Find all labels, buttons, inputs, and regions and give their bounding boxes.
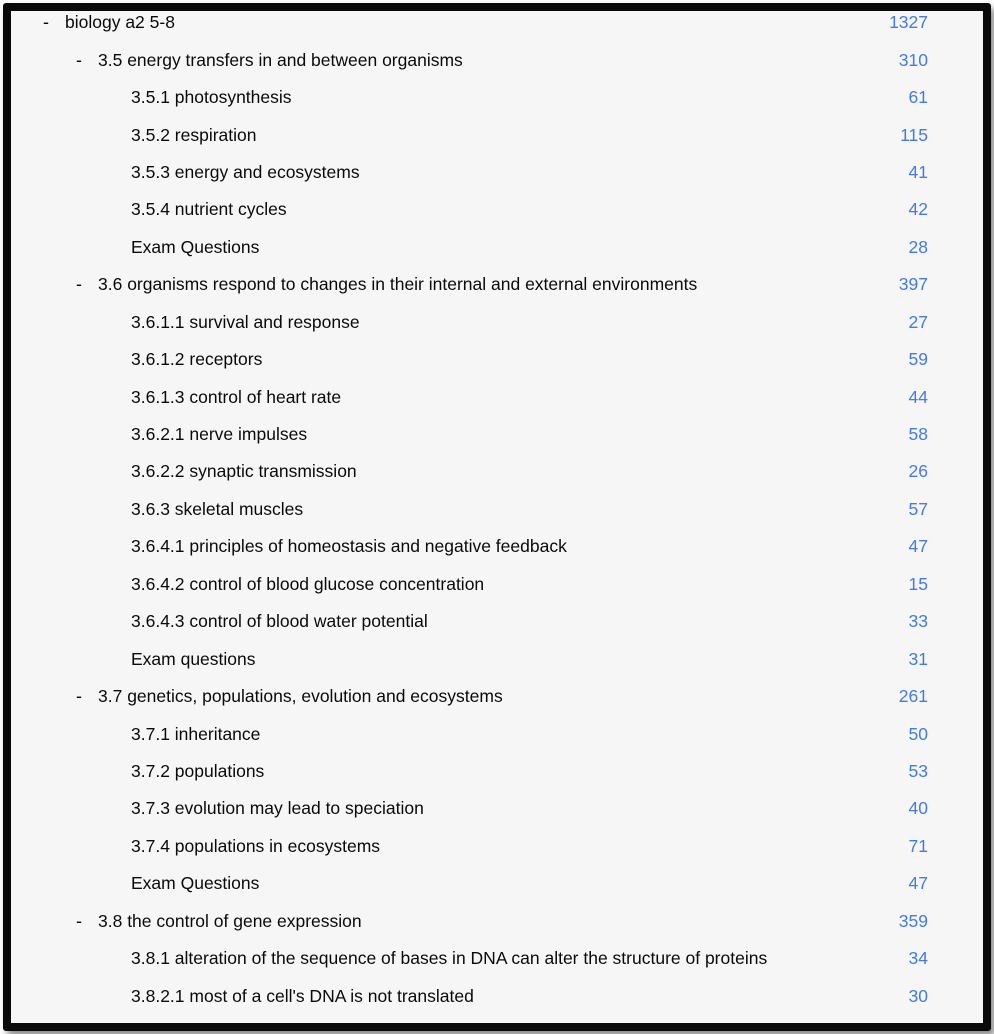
deck-list-window [3, 3, 991, 1031]
card-count-badge: 71 [908, 835, 928, 856]
collapse-toggle-icon[interactable]: - [76, 686, 82, 707]
card-count-badge: 310 [898, 49, 928, 70]
card-count-badge: 53 [908, 760, 928, 781]
deck-name: 3.7.1 inheritance [131, 723, 261, 744]
collapse-toggle-icon[interactable]: - [76, 910, 82, 931]
deck-row[interactable] [11, 491, 983, 528]
card-count-badge: 359 [898, 910, 928, 931]
deck-row[interactable] [11, 940, 983, 977]
card-count-badge: 57 [908, 498, 928, 519]
deck-name: 3.6.1.3 control of heart rate [131, 386, 342, 407]
deck-name: Exam questions [131, 648, 256, 669]
deck-name: 3.7 genetics, populations, evolution and ecosystems [98, 686, 503, 707]
deck-row[interactable] [11, 678, 983, 715]
deck-name: 3.5.4 nutrient cycles [131, 199, 287, 220]
deck-name: 3.6.1.2 receptors [131, 349, 263, 370]
card-count-badge: 44 [908, 386, 928, 407]
card-count-badge: 42 [908, 199, 928, 220]
deck-row[interactable] [11, 116, 983, 153]
deck-name: Exam Questions [131, 873, 260, 894]
deck-row[interactable] [11, 41, 983, 78]
deck-name: 3.8.2.1 most of a cell's DNA is not translated [131, 985, 474, 1006]
deck-row[interactable] [11, 341, 983, 378]
card-count-badge: 58 [908, 424, 928, 445]
deck-row[interactable] [11, 191, 983, 228]
card-count-badge: 47 [908, 536, 928, 557]
deck-row[interactable] [11, 790, 983, 827]
deck-tree [11, 4, 983, 1015]
card-count-badge: 41 [908, 161, 928, 182]
deck-row[interactable] [11, 154, 983, 191]
card-count-badge: 261 [898, 686, 928, 707]
deck-name: Exam Questions [131, 236, 260, 257]
deck-name: 3.8.1 alteration of the sequence of bases in DNA can alter the structure of proteins [131, 948, 768, 969]
deck-name: 3.5.2 respiration [131, 124, 257, 145]
deck-name: 3.8 the control of gene expression [98, 910, 362, 931]
deck-row[interactable] [11, 828, 983, 865]
deck-row[interactable] [11, 453, 983, 490]
deck-row[interactable] [11, 865, 983, 902]
card-count-badge: 30 [908, 985, 928, 1006]
collapse-toggle-icon[interactable]: - [76, 49, 82, 70]
card-count-badge: 59 [908, 349, 928, 370]
card-count-badge: 26 [908, 461, 928, 482]
deck-row[interactable] [11, 378, 983, 415]
card-count-badge: 40 [908, 798, 928, 819]
deck-row[interactable] [11, 229, 983, 266]
card-count-badge: 31 [908, 648, 928, 669]
deck-row[interactable] [11, 528, 983, 565]
card-count-badge: 33 [908, 611, 928, 632]
deck-row[interactable] [11, 977, 983, 1014]
deck-name: 3.5.1 photosynthesis [131, 87, 292, 108]
card-count-badge: 115 [900, 124, 928, 145]
collapse-toggle-icon[interactable]: - [76, 274, 82, 295]
deck-row[interactable] [11, 4, 983, 41]
deck-row[interactable] [11, 603, 983, 640]
card-count-badge: 28 [908, 236, 928, 257]
card-count-badge: 47 [908, 873, 928, 894]
deck-name: 3.6 organisms respond to changes in their internal and external environments [98, 274, 698, 295]
deck-name: 3.6.4.1 principles of homeostasis and negative feedback [131, 536, 567, 557]
card-count-badge: 15 [908, 573, 928, 594]
deck-row[interactable] [11, 304, 983, 341]
deck-row[interactable] [11, 903, 983, 940]
deck-row[interactable] [11, 266, 983, 303]
deck-row[interactable] [11, 566, 983, 603]
collapse-toggle-icon[interactable]: - [43, 12, 49, 33]
deck-row[interactable] [11, 753, 983, 790]
deck-name: 3.7.3 evolution may lead to speciation [131, 798, 424, 819]
card-count-badge: 1327 [889, 12, 928, 33]
deck-name: 3.5 energy transfers in and between organisms [98, 49, 463, 70]
deck-name: 3.5.3 energy and ecosystems [131, 161, 360, 182]
deck-row[interactable] [11, 79, 983, 116]
deck-name: 3.6.4.3 control of blood water potential [131, 611, 428, 632]
deck-name: 3.6.2.2 synaptic transmission [131, 461, 357, 482]
card-count-badge: 34 [908, 948, 928, 969]
deck-row[interactable] [11, 640, 983, 677]
deck-name: 3.6.1.1 survival and response [131, 311, 360, 332]
deck-name: 3.7.2 populations [131, 760, 265, 781]
card-count-badge: 61 [908, 87, 928, 108]
deck-name: biology a2 5-8 [65, 12, 175, 33]
card-count-badge: 50 [908, 723, 928, 744]
deck-name: 3.6.2.1 nerve impulses [131, 424, 308, 445]
deck-name: 3.7.4 populations in ecosystems [131, 835, 381, 856]
deck-row[interactable] [11, 416, 983, 453]
card-count-badge: 397 [898, 274, 928, 295]
deck-name: 3.6.4.2 control of blood glucose concentration [131, 573, 485, 594]
deck-row[interactable] [11, 715, 983, 752]
deck-name: 3.6.3 skeletal muscles [131, 498, 304, 519]
card-count-badge: 27 [908, 311, 928, 332]
